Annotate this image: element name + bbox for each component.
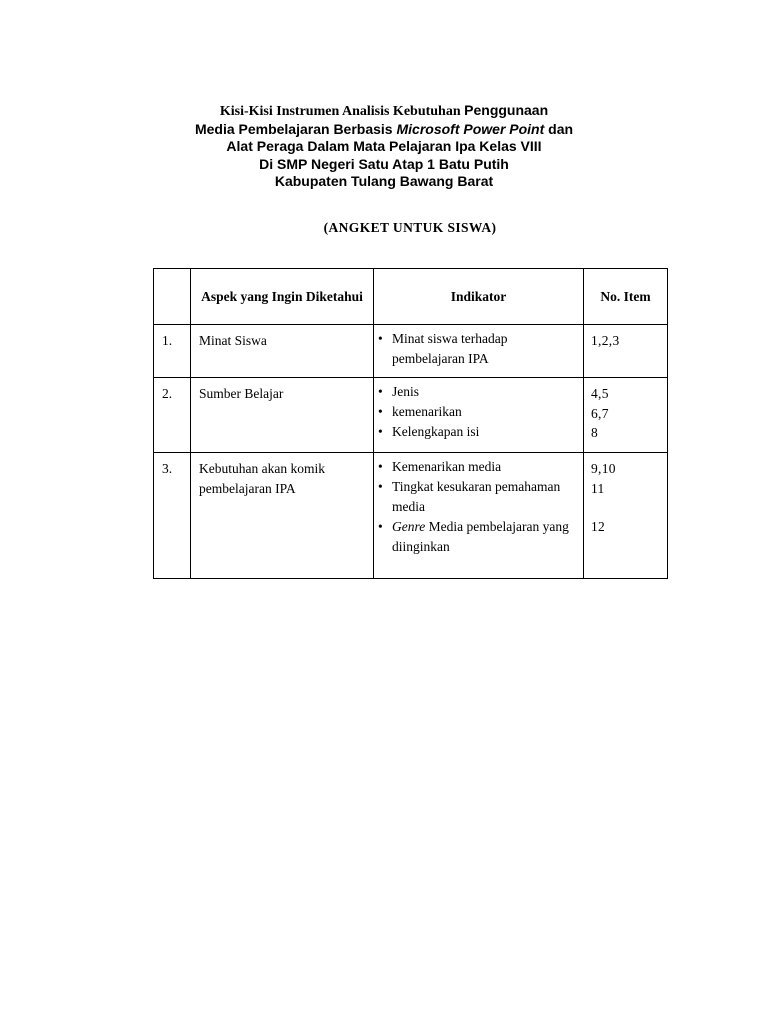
instrument-table (153, 268, 668, 579)
bullet-icon: • (378, 479, 383, 494)
indicator-item: • Minat siswa terhadap pembelajaran IPA (378, 331, 508, 366)
bullet-icon: • (378, 519, 383, 534)
bullet-icon: • (378, 331, 383, 346)
row-number: 3. (154, 453, 191, 579)
bullet-icon: • (378, 459, 383, 474)
bullet-icon: • (378, 424, 383, 439)
row-items: 4,5 6,7 8 (584, 378, 668, 453)
row-number: 2. (154, 378, 191, 453)
header-aspect: Aspek yang Ingin Diketahui (191, 269, 374, 325)
title-line-5: Kabupaten Tulang Bawang Barat (274, 173, 494, 189)
header-indicator: Indikator (374, 269, 584, 325)
table-row (154, 325, 668, 378)
table-header-row (154, 269, 668, 325)
row-aspect: Kebutuhan akan komik pembelajaran IPA (191, 453, 374, 579)
document-title (0, 102, 768, 191)
indicator-item: • Tingkat kesukaran pemahaman media (378, 479, 561, 514)
row-aspect: Sumber Belajar (191, 378, 374, 453)
indicator-item: • kemenarikan (378, 402, 579, 422)
bullet-icon: • (378, 404, 383, 419)
title-line-4: Di SMP Negeri Satu Atap 1 Batu Putih (259, 155, 509, 172)
row-items: 9,10 11 12 (584, 453, 668, 579)
row-indicators (374, 453, 584, 579)
row-indicators (374, 325, 584, 378)
title-line-3: Alat Peraga Dalam Mata Pelajaran Ipa Kelas VIII (226, 138, 542, 154)
row-number: 1. (154, 325, 191, 378)
row-items: 1,2,3 (584, 325, 668, 378)
table-row (154, 378, 668, 453)
title-line-1: Kisi-Kisi Instrumen Analisis Kebutuhan Penggunaan (219, 102, 549, 119)
indicator-item: • Kelengkapan isi (378, 422, 579, 442)
row-indicators (374, 378, 584, 453)
bullet-icon: • (378, 384, 383, 399)
indicator-item: • Genre Media pembelajaran yang diinginkan (378, 519, 569, 554)
row-aspect: Minat Siswa (191, 325, 374, 378)
header-item: No. Item (584, 269, 668, 325)
indicator-item: • Jenis (378, 382, 579, 402)
document-subtitle: (ANGKET UNTUK SISWA) (323, 220, 497, 235)
header-number (154, 269, 191, 325)
title-line-2: Media Pembelajaran Berbasis Microsoft Power Point dan (194, 120, 574, 137)
indicator-item: • Kemenarikan media (378, 457, 579, 477)
table-row (154, 453, 668, 579)
